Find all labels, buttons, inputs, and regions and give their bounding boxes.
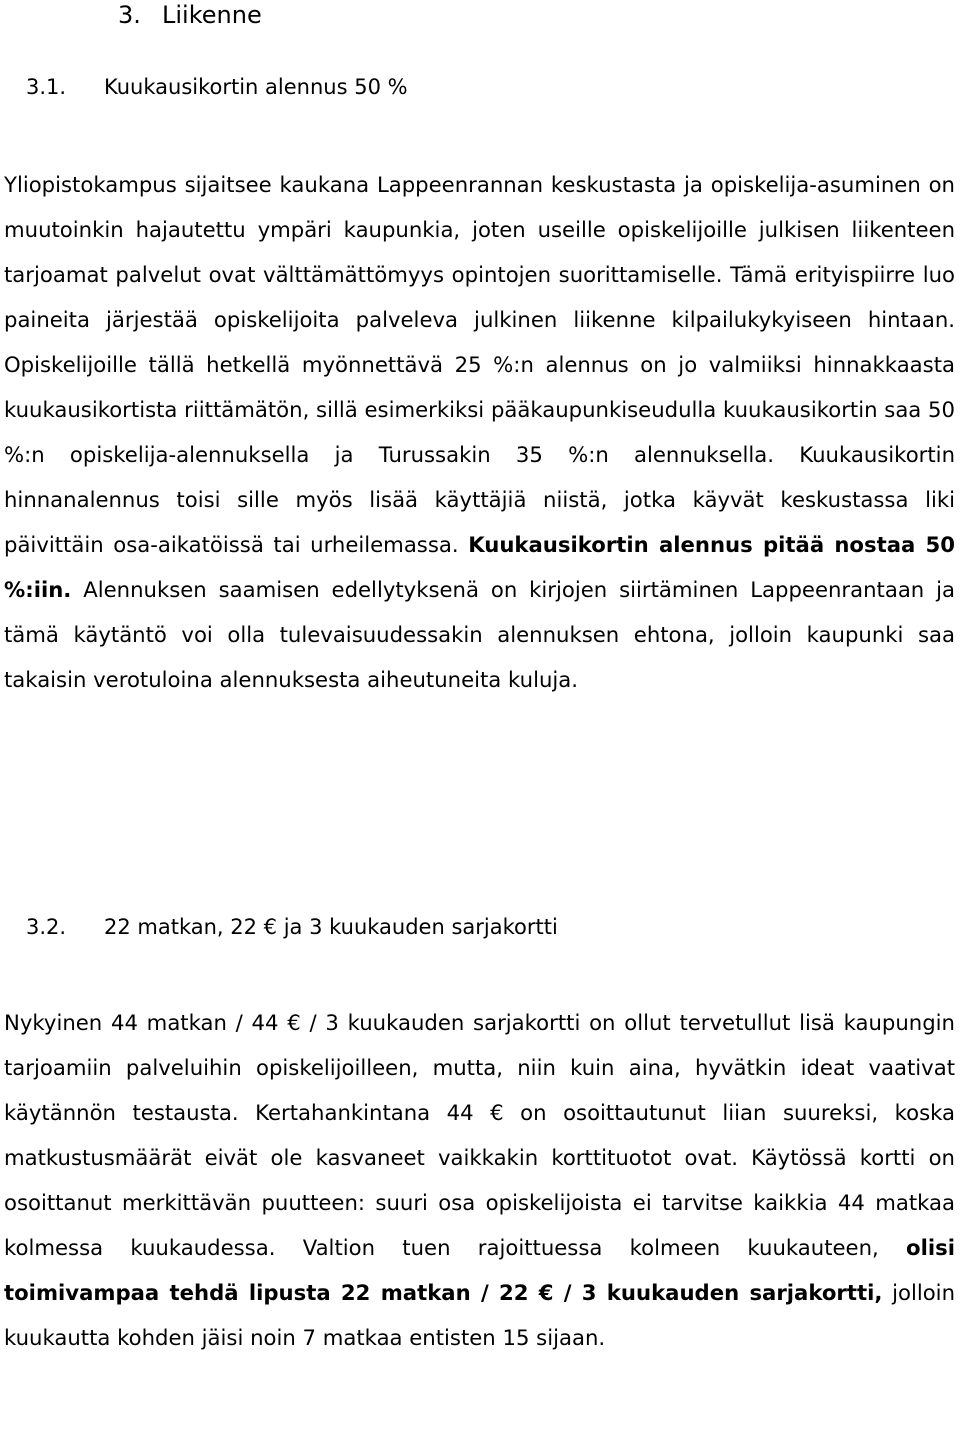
section-heading [118,0,262,30]
paragraph-1-text-start: Yliopistokampus sijaitsee kaukana Lappeenrannan keskustasta ja opiskelija-asuminen on muutoinkin hajautettu ympäri kaupunkia, joten useille opiskelijoille julkisen liikenteen tarjoamat palvelut ovat välttämättömyys opintojen suorittamiselle. Tämä erityispiirre luo paineita järjestää opiskelijoita palveleva julkinen liikenne kilpailukykyiseen hintaan. Opiskelijoille tällä hetkellä myönnettävä 25 %:n alennus on jo valmiiksi hinnakkaasta kuukausikortista riittämätön, sillä esimerkiksi pääkaupunkiseudulla kuukausikortin saa 50 %:n opiskelija-alennuksella ja Turussakin 35 %:n alennuksella. Kuukausikortin hinnanalennus toisi sille myös lisää käyttäjiä niistä, jotka käyvät keskustassa liki päivittäin osa-aikatöissä tai urheilemassa. [4,172,955,557]
subsection-title-2: 22 matkan, 22 € ja 3 kuukauden sarjakortti [104,915,558,939]
subsection-heading-2 [26,912,558,942]
paragraph-2-bold-text: olisi toimivampaa tehdä lipusta 22 matkan / 22 € / 3 kuukauden sarjakortti, [4,1235,955,1305]
paragraph-2-text-start: Nykyinen 44 matkan / 44 € / 3 kuukauden sarjakortti on ollut tervetullut lisä kaupungin tarjoamiin palveluihin opiskelijoilleen, mutta, niin kuin aina, hyvätkin ideat vaativat käytännön testausta. Kertahankintana 44 € on osoittautunut liian suureksi, koska matkustusmäärät eivät ole kasvaneet vaikkakin korttituotot ovat. Käytössä kortti on osoittanut merkittävän puutteen: suuri osa opiskelijoista ei tarvitse kaikkia 44 matkaa kolmessa kuukaudessa. Valtion tuen rajoittuessa kolmeen kuukauteen, [4,1010,955,1260]
section-number: 3. [118,1,141,29]
paragraph-1 [4,162,955,702]
paragraph-2 [4,1000,955,1360]
subsection-number-1: 3.1. [26,75,67,99]
paragraph-2-text-end: jolloin kuukautta kohden jäisi noin 7 matkaa entisten 15 sijaan. [4,1280,955,1350]
paragraph-1-bold-text: Kuukausikortin alennus pitää nostaa 50 %:iin. [4,532,955,602]
section-title: Liikenne [162,1,262,29]
paragraph-1-text-end: Alennuksen saamisen edellytyksenä on kirjojen siirtäminen Lappeenrantaan ja tämä käytäntö voi olla tulevaisuudessakin alennuksen ehtona, jolloin kaupunki saa takaisin verotuloina alennuksesta aiheutuneita kuluja. [4,577,955,692]
subsection-title-1: Kuukausikortin alennus 50 % [104,75,408,99]
subsection-heading-1 [26,72,408,102]
subsection-number-2: 3.2. [26,915,67,939]
